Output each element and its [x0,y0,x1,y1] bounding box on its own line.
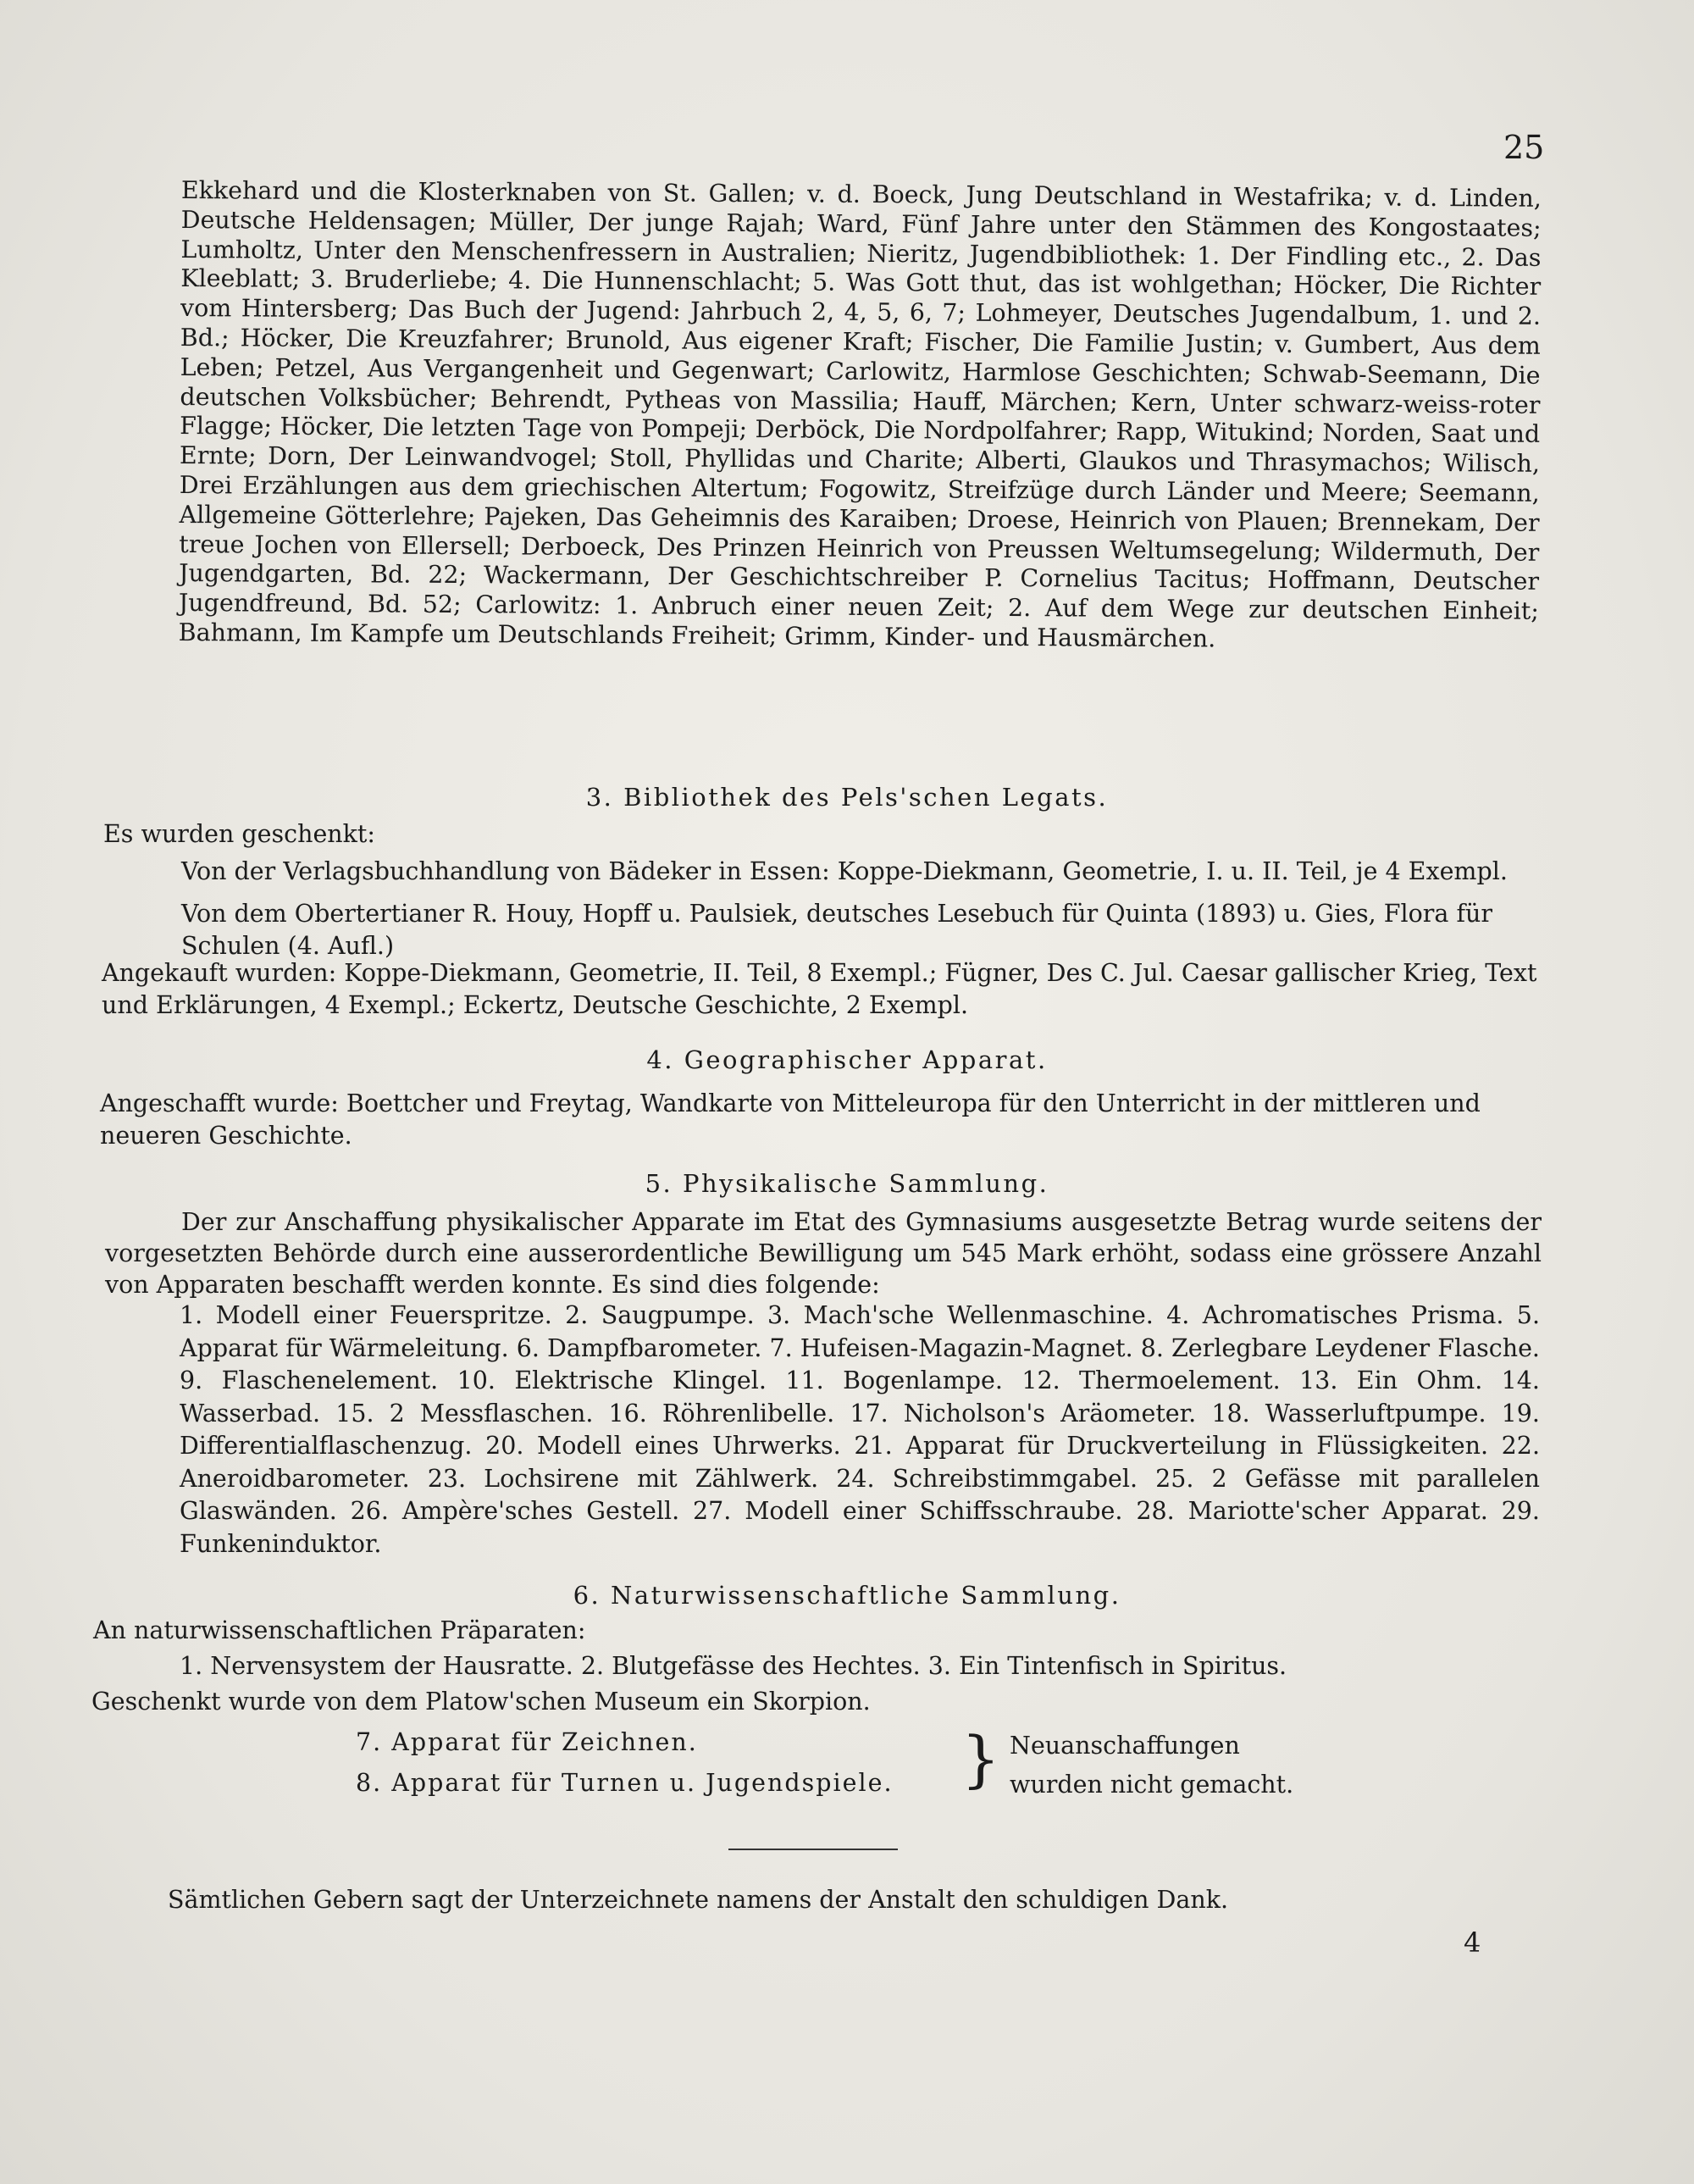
section5-apparatus-list: 1. Modell einer Feuerspritze. 2. Saugpumpe. 3. Mach'sche Wellenmaschine. 4. Achromatisches Prisma. 5. Apparat für Wärmeleitung. 6. Dampfbarometer. 7. Hufeisen-Magazin-Magnet. 8. Zerlegbare Leydener Flasche. 9. Flaschenelement. 10. Elektrische Klingel. 11. Bogenlampe. 12. Thermoelement. 13. Ein Ohm. 14. Wasserbad. 15. 2 Messflaschen. 16. Röhrenlibelle. 17. Nicholson's Aräometer. 18. Wasserluftpumpe. 19. Differentialflaschenzug. 20. Modell eines Uhrwerks. 21. Apparat für Druckverteilung in Flüssigkeiten. 22. Aneroidbarometer. 23. Lochsirene mit Zählwerk. 24. Schreibstimmgabel. 25. 2 Gefässe mit parallelen Glaswänden. 26. Ampère'sches Gestell. 27. Modell einer Schiffsschraube. 28. Mariotte'scher Apparat. 29. Funkeninduktor. [180,1301,1540,1558]
section3-purchased [102,957,1542,1022]
section3-purchased-text: Koppe-Diekmann, Geometrie, II. Teil, 8 Exempl.; Fügner, Des C. Jul. Caesar gallischer Krieg, Text und Erklärungen, 4 Exempl.; Eckertz, Deutsche Geschichte, 2 Exempl. [102,959,1537,1019]
section3-donation-2: Von dem Obertertianer R. Houy, Hopff u. Paulsiek, deutsches Lesebuch für Quinta (1893) u. Gies, Flora für Schulen (4. Aufl.) [181,900,1493,960]
note-line-1: Neuanschaffungen [1010,1732,1240,1760]
section6-label: An naturwissenschaftlichen Präparaten: [93,1616,586,1644]
book-list-paragraph: Ekkehard und die Klosterknaben von St. Gallen; v. d. Boeck, Jung Deutschland in Westafrika; v. d. Linden, Deutsche Heldensagen; Müller, Der junge Rajah; Ward, Fünf Jahre unter den Stämmen des Kongostaates; Lumholtz, Unter den Menschenfressern in Australien; Nieritz, Jugendbibliothek: 1. Der Findling etc., 2. Das Kleeblatt; 3. Bruderliebe; 4. Die Hunnenschlacht; 5. Was Gott thut, das ist wohlgethan; Höcker, Die Richter vom Hintersberg; Das Buch der Jugend: Jahrbuch 2, 4, 5, 6, 7; Lohmeyer, Deutsches Jugendalbum, 1. und 2. Bd.; Höcker, Die Kreuzfahrer; Brunold, Aus eigener Kraft; Fischer, Die Familie Justin; v. Gumbert, Aus dem Leben; Petzel, Aus Vergangenheit und Gegenwart; Carlowitz, Harmlose Geschichten; Schwab-Seemann, Die deutschen Volksbücher; Behrendt, Pytheas von Massilia; Hauff, Märchen; Kern, Unter schwarz-weiss-roter Flagge; Höcker, Die letzten Tage von Pompeji; Derböck, Die Nordpolfahrer; Rapp, Witukind; Norden, Saat und Ernte; Dorn, Der Leinwandvogel; Stoll, Phyllidas und Charite; Alberti, Glaukos und Thrasymachos; Wilisch, Drei Erzählungen aus dem griechischen Altertum; Fogowitz, Streifzüge durch Länder und Meere; Seemann, Allgemeine Götterlehre; Pajeken, Das Geheimnis des Karaiben; Droese, Heinrich von Plauen; Brennekam, Der treue Jochen von Ellersell; Derboeck, Des Prinzen Heinrich von Preussen Weltumsegelung; Wildermuth, Der Jugendgarten, Bd. 22; Wackermann, Der Geschichtschreiber P. Cornelius Tacitus; Hoffmann, Deutscher Jugendfreund, Bd. 52; Carlowitz: 1. Anbruch einer neuen Zeit; 2. Auf dem Wege zur deutschen Einheit; Bahmann, Im Kampfe um Deutschlands Freiheit; Grimm, Kinder- und Hausmärchen. [178,176,1542,653]
separator-rule [728,1849,898,1850]
note-line-2: wurden nicht gemacht. [1010,1771,1294,1799]
section-heading-3: 3. Bibliothek des Pels'schen Legats. [585,783,1109,812]
section7-heading: 7. Apparat für Zeichnen. [356,1728,698,1756]
section-heading-5: 5. Physikalische Sammlung. [645,1169,1049,1198]
section3-donated-label: Es wurden geschenkt: [103,820,375,848]
page-number: 25 [1503,129,1545,166]
section6-items: 1. Nervensystem der Hausratte. 2. Blutgefässe des Hechtes. 3. Ein Tintenfisch in Spiritus. [180,1652,1287,1680]
section6-donation: Geschenkt wurde von dem Platow'schen Museum ein Skorpion. [91,1688,871,1716]
section-heading-6: 6. Naturwissenschaftliche Sammlung. [573,1581,1121,1610]
section5-intro: Der zur Anschaffung physikalischer Apparate im Etat des Gymnasiums ausgesetzte Betrag wurde seitens der vorgesetzten Behörde durch eine ausserordentliche Bewilligung um 545 Mark erhöht, sodass eine grössere Anzahl von Apparaten beschafft werden konnte. Es sind dies folgende: [105,1208,1542,1299]
brace-symbol: } [961,1723,1000,1794]
section4-label: Angeschafft wurde: [100,1089,339,1117]
closing-thanks: Sämtlichen Gebern sagt der Unterzeichnete namens der Anstalt den schuldigen Dank. [168,1886,1229,1914]
section-heading-4: 4. Geographischer Apparat. [646,1045,1048,1074]
section8-heading: 8. Apparat für Turnen u. Jugendspiele. [356,1769,894,1797]
section3-donation-1: Von der Verlagsbuchhandlung von Bädeker in Essen: Koppe-Diekmann, Geometrie, I. u. II. Teil, je 4 Exempl. [181,857,1508,885]
sheet-number: 4 [1464,1926,1481,1959]
section4-body: Boettcher und Freytag, Wandkarte von Mitteleuropa für den Unterricht in der mittleren und neueren Geschichte. [100,1089,1481,1150]
section4-text [100,1088,1542,1152]
section3-purchased-label: Angekauft wurden: [102,959,337,987]
